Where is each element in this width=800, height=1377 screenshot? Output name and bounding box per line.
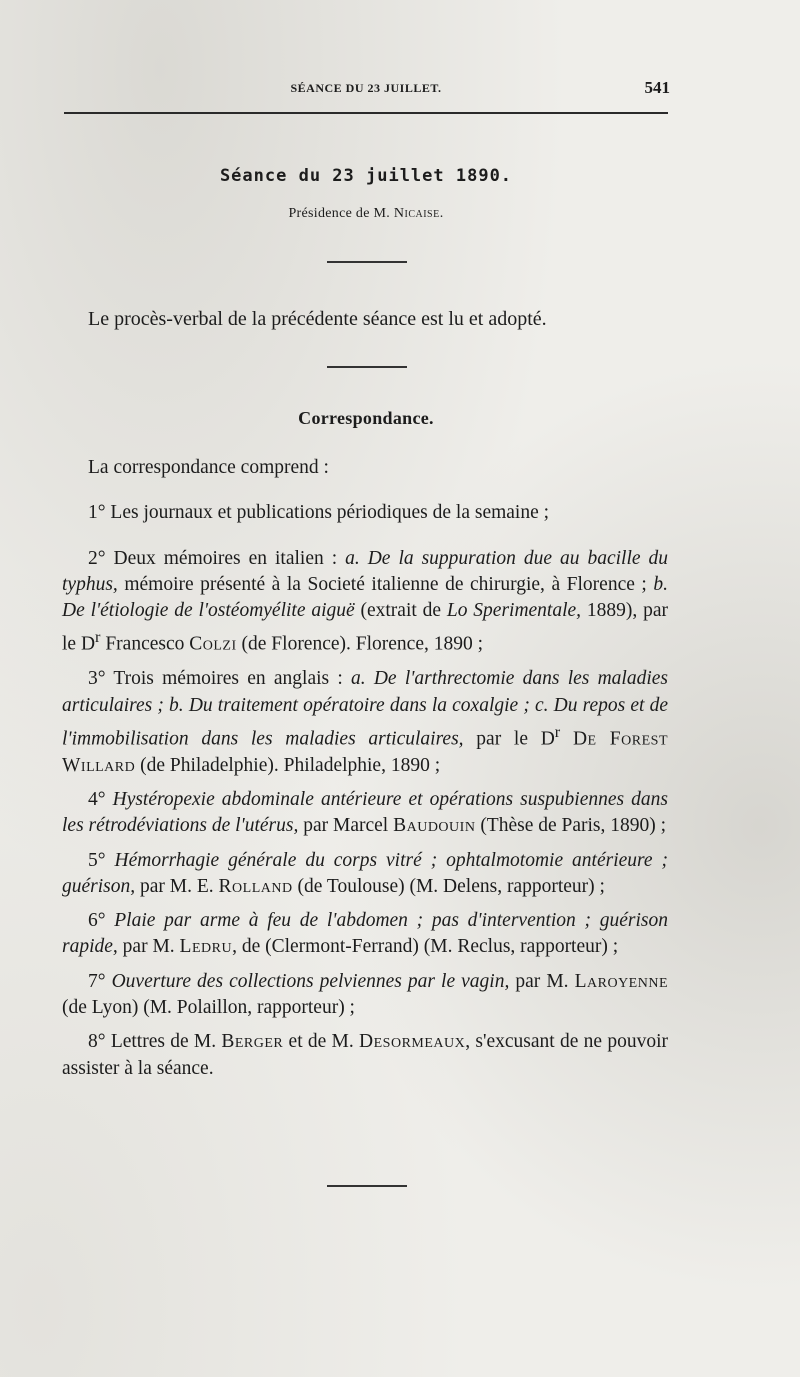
correspondance-heading: Correspondance. xyxy=(298,408,434,428)
item-7-text: 7° xyxy=(88,970,112,992)
item-5-text: par M. E. xyxy=(135,875,219,897)
item-2-title-b: b. De l'étiologie de l'ostéomyélite aiguë xyxy=(62,573,668,622)
item-5-title: Hémorrhagie générale du corps vitré ; ophtalmotomie antérieure ; guérison, xyxy=(62,849,668,897)
item-2-text: (de Florence). Florence, 1890 ; xyxy=(236,633,484,655)
item-2-journal: Lo Sperimentale, xyxy=(446,600,582,622)
item-5 xyxy=(62,848,668,901)
item-2 xyxy=(62,546,668,659)
item-3-titles: a. De l'arthrectomie dans les maladies articulaires ; b. Du traitement opératoire dans la coxalgie ; c. Du repos et de l'immobilisation dans les maladies articulaires, xyxy=(62,668,669,750)
item-2-author: Colzi xyxy=(189,633,237,655)
running-head xyxy=(62,78,670,100)
item-7-text: par M. xyxy=(509,970,575,992)
item-2-text: 2° Deux mémoires en italien : xyxy=(88,547,346,569)
item-2-sup: r xyxy=(95,628,101,647)
item-8-name-berger: Berger xyxy=(221,1031,284,1053)
header-rule xyxy=(64,112,668,114)
item-7-author: Laroyenne xyxy=(574,970,668,992)
item-4-author: Baudouin xyxy=(393,815,476,837)
item-7-text: (de Lyon) (M. Polaillon, rapporteur) ; xyxy=(62,997,355,1019)
proces-verbal-line: Le procès-verbal de la précédente séance est lu et adopté. xyxy=(88,308,547,330)
item-3-text xyxy=(560,728,573,749)
item-2-text: Francesco xyxy=(100,633,190,655)
item-2-title-a: a. De la suppuration due au bacille du typhus, xyxy=(62,547,668,595)
item-8-text: , s'excusant de ne pouvoir assister à la séance. xyxy=(62,1031,668,1079)
correspondance-body xyxy=(62,455,668,1090)
item-8-text: et de M. xyxy=(283,1031,360,1053)
item-3 xyxy=(62,666,668,779)
item-8 xyxy=(62,1029,668,1082)
item-5-text: 5° xyxy=(88,849,115,871)
divider-rule-2 xyxy=(327,366,407,368)
item-2-text: 1889), par le D xyxy=(62,600,668,655)
divider-rule-3 xyxy=(327,1185,407,1187)
item-3-sup: r xyxy=(554,722,561,741)
item-3-text: par le D xyxy=(463,728,555,750)
correspondance-intro: La correspondance comprend : xyxy=(88,457,329,478)
presidence-line xyxy=(62,206,670,222)
item-2-text: mémoire présenté à la Societé italienne de chirurgie, à Florence ; xyxy=(117,573,654,595)
item-2-text: (extrait de xyxy=(354,600,447,622)
divider-rule-1 xyxy=(327,261,407,263)
page-number: 541 xyxy=(644,78,670,97)
item-6-text: par M. xyxy=(117,936,180,958)
item-3-text: 3° Trois mémoires en anglais : xyxy=(88,668,351,690)
item-6-text: 6° xyxy=(88,910,115,932)
item-4-text: par Marcel xyxy=(298,815,394,837)
item-5-author: Rolland xyxy=(218,875,293,897)
item-7 xyxy=(62,969,668,1022)
item-7-title: Ouverture des collections pelviennes par le vagin, xyxy=(111,970,510,992)
president-name: Nicaise xyxy=(393,206,440,221)
presidence-suffix: . xyxy=(439,206,444,221)
item-6-author: Ledru xyxy=(179,936,233,958)
item-8-name-desormeaux: Desormeaux xyxy=(359,1031,466,1053)
item-6-title: Plaie par arme à feu de l'abdomen ; pas d'intervention ; guérison rapide, xyxy=(62,910,668,958)
item-1: 1° Les journaux et publications périodiques de la semaine ; xyxy=(88,502,550,524)
item-6 xyxy=(62,908,668,961)
item-4-text: (Thèse de Paris, 1890) ; xyxy=(475,815,667,837)
item-4 xyxy=(62,787,668,840)
session-title: Séance du 23 juillet 1890. xyxy=(219,166,513,186)
item-4-text: 4° xyxy=(88,788,113,810)
item-3-author: De Forest Willard xyxy=(62,728,668,776)
item-3-text: (de Philadelphie). Philadelphie, 1890 ; xyxy=(135,754,441,776)
presidence-prefix: Présidence de M. xyxy=(288,206,394,221)
item-8-text: 8° Lettres de M. xyxy=(88,1031,222,1053)
item-4-title: Hystéropexie abdominale antérieure et opérations suspubiennes dans les rétrodéviations de l'utérus, xyxy=(62,788,668,837)
item-5-text: (de Toulouse) (M. Delens, rapporteur) ; xyxy=(292,875,605,897)
running-title: SÉANCE DU 23 JUILLET. xyxy=(290,81,442,95)
item-6-text: , de (Clermont-Ferrand) (M. Reclus, rapporteur) ; xyxy=(232,936,619,958)
